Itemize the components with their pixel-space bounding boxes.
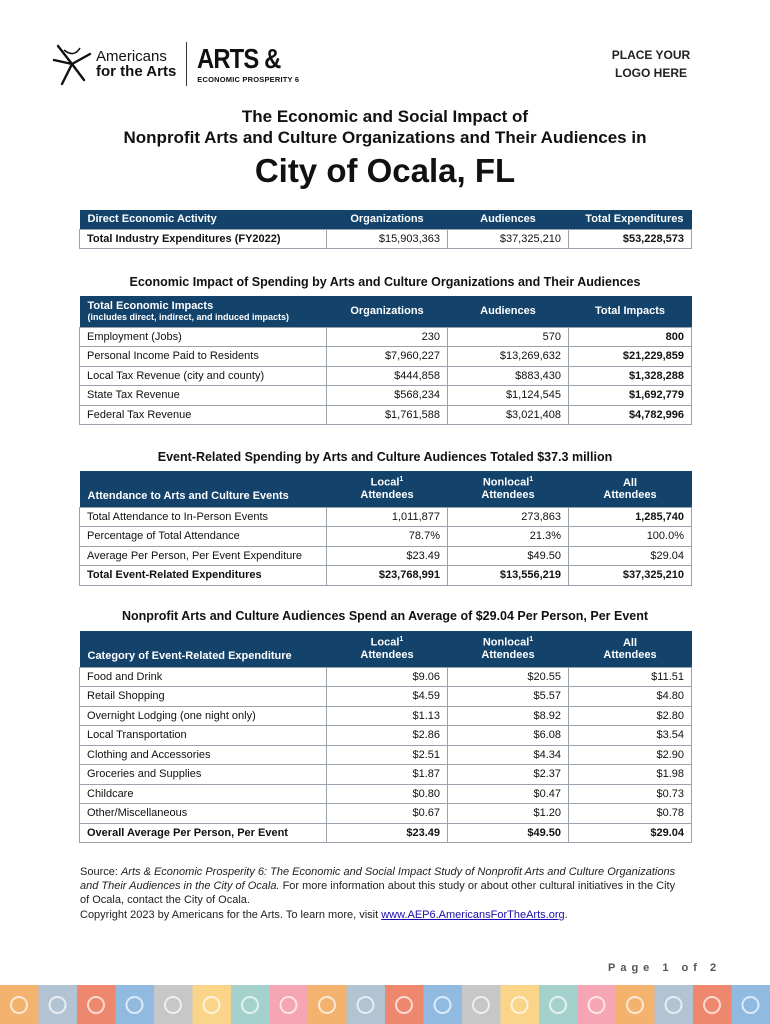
source-note — [80, 865, 680, 907]
table-cell: $3.54 — [569, 726, 692, 746]
table-cell: $4.80 — [569, 687, 692, 707]
table-cell: $0.47 — [448, 784, 569, 804]
afta-star-icon — [50, 40, 94, 88]
table-cell: Personal Income Paid to Residents — [80, 347, 327, 367]
table-header-cell: Total Impacts — [569, 296, 692, 327]
table-cell: $37,325,210 — [448, 229, 569, 249]
banner-tile — [231, 985, 270, 1024]
banner-tile — [347, 985, 386, 1024]
table-cell: $49.50 — [448, 546, 569, 566]
table-cell: Retail Shopping — [80, 687, 327, 707]
table-cell: $568,234 — [327, 386, 448, 406]
table-cell: $23.49 — [327, 546, 448, 566]
table-header-cell: Organizations — [327, 210, 448, 229]
aep6-title: ARTS & — [197, 42, 281, 74]
table-cell: $0.73 — [569, 784, 692, 804]
table-cell: $1,124,545 — [448, 386, 569, 406]
table-header-cell — [80, 296, 327, 327]
table-row — [80, 804, 692, 824]
footnote-mark: 1 — [529, 636, 534, 644]
table-cell: $2.86 — [327, 726, 448, 746]
banner-tile — [270, 985, 309, 1024]
decorative-banner — [0, 985, 770, 1024]
table-row — [80, 405, 692, 425]
table-cell: $2.90 — [569, 745, 692, 765]
banner-tile — [116, 985, 155, 1024]
table-cell: $1.20 — [448, 804, 569, 824]
header-attendees: Attendees — [603, 648, 657, 661]
table-header-cell: Category of Event-Related Expenditure — [80, 631, 327, 667]
table-header-cell — [448, 631, 569, 667]
aep6-logo — [197, 42, 300, 84]
banner-tile — [424, 985, 463, 1024]
table-cell: $4.34 — [448, 745, 569, 765]
section-title-economic-impact: Economic Impact of Spending by Arts and Culture Organizations and Their Audiences — [129, 275, 641, 289]
banner-tile — [462, 985, 501, 1024]
table-header-cell: Total Expenditures — [569, 210, 692, 229]
table-cell: $1,692,779 — [569, 386, 692, 406]
logo-placeholder-line1: PLACE YOUR — [611, 48, 691, 62]
header-all: All — [622, 636, 638, 649]
afta-line2: for the Arts — [96, 63, 177, 80]
banner-tile — [578, 985, 617, 1024]
table-cell: 21.3% — [448, 527, 569, 547]
banner-tile — [385, 985, 424, 1024]
table-row — [80, 229, 692, 249]
afta-wordmark — [96, 49, 176, 79]
table-cell: $4.59 — [327, 687, 448, 707]
table-cell: 78.7% — [327, 527, 448, 547]
section-title-average-spend: Nonprofit Arts and Culture Audiences Spend an Average of $29.04 Per Person, Per Event — [121, 609, 649, 623]
header-nonlocal: Nonlocal — [482, 637, 530, 650]
table-cell: $11.51 — [569, 667, 692, 687]
table-row — [80, 546, 692, 566]
table-cell: $2.37 — [448, 765, 569, 785]
table-header-row — [80, 210, 692, 229]
table-cell: $8.92 — [448, 706, 569, 726]
header-logos — [50, 38, 299, 90]
table-cell: 1,285,740 — [569, 507, 692, 527]
table-cell: $1.87 — [327, 765, 448, 785]
direct-activity-table — [79, 210, 692, 249]
table-cell: $1,761,588 — [327, 405, 448, 425]
table-header-cell: Audiences — [448, 296, 569, 327]
table-row — [80, 527, 692, 547]
header-all: All — [622, 476, 638, 489]
table-header-cell — [569, 471, 692, 507]
table-row — [80, 687, 692, 707]
footnote-mark: 1 — [399, 476, 404, 484]
table-cell: $4,782,996 — [569, 405, 692, 425]
table-cell: Employment (Jobs) — [80, 327, 327, 347]
table-row — [80, 726, 692, 746]
table-cell: $23,768,991 — [327, 566, 448, 586]
table-cell: $9.06 — [327, 667, 448, 687]
source-rest: For more information about this study or about other cultural initiatives in the City of Ocala, contact the City of Ocala. — [80, 880, 676, 906]
table-cell: $5.57 — [448, 687, 569, 707]
table-row — [80, 667, 692, 687]
table-cell: Childcare — [80, 784, 327, 804]
table-row — [80, 327, 692, 347]
table-cell: 800 — [569, 327, 692, 347]
table-cell: Clothing and Accessories — [80, 745, 327, 765]
banner-tile — [39, 985, 78, 1024]
banner-tile — [77, 985, 116, 1024]
table-cell: $20.55 — [448, 667, 569, 687]
banner-tile — [0, 985, 39, 1024]
table-cell: $21,229,859 — [569, 347, 692, 367]
header-sublabel: (includes direct, indirect, and induced impacts) — [87, 312, 290, 323]
table-row — [80, 823, 692, 843]
table-cell: Total Attendance to In-Person Events — [80, 507, 327, 527]
footnote-mark: 1 — [529, 476, 534, 484]
source-title: Arts & Economic Prosperity 6: The Economic and Social Impact Study of Nonprofit Arts and Culture Organizations and Their Audiences in the City of Ocala. — [80, 866, 676, 892]
table-cell: Percentage of Total Attendance — [80, 527, 327, 547]
table-header-row — [80, 471, 692, 507]
table-cell: 230 — [327, 327, 448, 347]
table-cell: Other/Miscellaneous — [80, 804, 327, 824]
title-line2: Nonprofit Arts and Culture Organizations and Their Audiences in — [123, 128, 647, 147]
table-cell: Overall Average Per Person, Per Event — [80, 823, 327, 843]
page-number: Page 1 of 2 — [608, 962, 722, 974]
table-row — [80, 347, 692, 367]
table-cell: Federal Tax Revenue — [80, 405, 327, 425]
table-cell: $1.13 — [327, 706, 448, 726]
banner-tile — [655, 985, 694, 1024]
table-cell: $53,228,573 — [569, 229, 692, 249]
banner-tile — [308, 985, 347, 1024]
table-cell: $23.49 — [327, 823, 448, 843]
header-label: Total Economic Impacts — [87, 300, 214, 313]
banner-tile — [154, 985, 193, 1024]
table-header-row — [80, 296, 692, 327]
table-header-cell — [327, 471, 448, 507]
copyright-note — [80, 909, 700, 921]
table-cell: $2.51 — [327, 745, 448, 765]
table-cell: $13,269,632 — [448, 347, 569, 367]
table-cell: $1.98 — [569, 765, 692, 785]
table-header-cell: Organizations — [327, 296, 448, 327]
table-cell: $3,021,408 — [448, 405, 569, 425]
logo-placeholder — [596, 46, 706, 82]
table-header-cell: Direct Economic Activity — [80, 210, 327, 229]
table-cell: 273,863 — [448, 507, 569, 527]
page-title — [0, 106, 770, 148]
table-cell: Total Industry Expenditures (FY2022) — [80, 229, 327, 249]
city-title: City of Ocala, FL — [254, 152, 516, 189]
table-row — [80, 745, 692, 765]
header-attendees: Attendees — [360, 649, 414, 662]
table-row — [80, 765, 692, 785]
table-cell: Overnight Lodging (one night only) — [80, 706, 327, 726]
table-cell: Total Event-Related Expenditures — [80, 566, 327, 586]
attendance-table — [79, 471, 692, 586]
copyright-text: Copyright 2023 by Americans for the Arts. To learn more, visit — [80, 909, 382, 921]
table-cell: $0.67 — [327, 804, 448, 824]
aep6-link[interactable]: www.AEP6.AmericansForTheArts.org — [381, 909, 565, 921]
table-cell: $49.50 — [448, 823, 569, 843]
header-local: Local — [370, 637, 400, 650]
table-cell: State Tax Revenue — [80, 386, 327, 406]
table-header-cell — [569, 631, 692, 667]
aep6-subtitle: ECONOMIC PROSPERITY 6 — [197, 74, 300, 84]
table-cell: $883,430 — [448, 366, 569, 386]
table-header-cell: Audiences — [448, 210, 569, 229]
table-cell: 100.0% — [569, 527, 692, 547]
header-attendees: Attendees — [481, 649, 535, 662]
banner-tile — [616, 985, 655, 1024]
header-nonlocal: Nonlocal — [482, 477, 530, 490]
header-attendees: Attendees — [603, 488, 657, 501]
logo-divider — [186, 42, 187, 86]
economic-impact-table — [79, 296, 692, 425]
logo-placeholder-line2: LOGO HERE — [614, 66, 687, 80]
table-cell: $2.80 — [569, 706, 692, 726]
banner-tile — [501, 985, 540, 1024]
table-cell: 570 — [448, 327, 569, 347]
source-prefix: Source: — [80, 866, 121, 878]
header-attendees: Attendees — [481, 489, 535, 502]
table-cell: Average Per Person, Per Event Expenditure — [80, 546, 327, 566]
table-header-cell — [448, 471, 569, 507]
header-attendees: Attendees — [360, 489, 414, 502]
table-header-row — [80, 631, 692, 667]
footnote-mark: 1 — [399, 636, 404, 644]
table-cell: Local Tax Revenue (city and county) — [80, 366, 327, 386]
table-row — [80, 784, 692, 804]
table-cell: $444,858 — [327, 366, 448, 386]
table-row — [80, 706, 692, 726]
table-cell: $13,556,219 — [448, 566, 569, 586]
header-local: Local — [370, 477, 400, 490]
table-cell: $1,328,288 — [569, 366, 692, 386]
table-cell: Local Transportation — [80, 726, 327, 746]
banner-tile — [539, 985, 578, 1024]
table-cell: $37,325,210 — [569, 566, 692, 586]
afta-line1: Americans — [96, 48, 167, 65]
table-cell: Food and Drink — [80, 667, 327, 687]
banner-tile — [693, 985, 732, 1024]
table-header-cell: Attendance to Arts and Culture Events — [80, 471, 327, 507]
table-cell: $0.80 — [327, 784, 448, 804]
table-row — [80, 386, 692, 406]
table-cell: $0.78 — [569, 804, 692, 824]
table-cell: $15,903,363 — [327, 229, 448, 249]
section-title-event-spending: Event-Related Spending by Arts and Culture Audiences Totaled $37.3 million — [157, 450, 613, 464]
expenditure-category-table — [79, 631, 692, 843]
copyright-end: . — [564, 909, 568, 921]
table-header-cell — [327, 631, 448, 667]
table-cell: 1,011,877 — [327, 507, 448, 527]
table-cell: Groceries and Supplies — [80, 765, 327, 785]
table-row — [80, 366, 692, 386]
table-row — [80, 566, 692, 586]
table-cell: $6.08 — [448, 726, 569, 746]
title-line1: The Economic and Social Impact of — [241, 107, 529, 126]
table-cell: $7,960,227 — [327, 347, 448, 367]
banner-tile — [732, 985, 770, 1024]
banner-tile — [193, 985, 232, 1024]
table-row — [80, 507, 692, 527]
table-cell: $29.04 — [569, 823, 692, 843]
table-cell: $29.04 — [569, 546, 692, 566]
